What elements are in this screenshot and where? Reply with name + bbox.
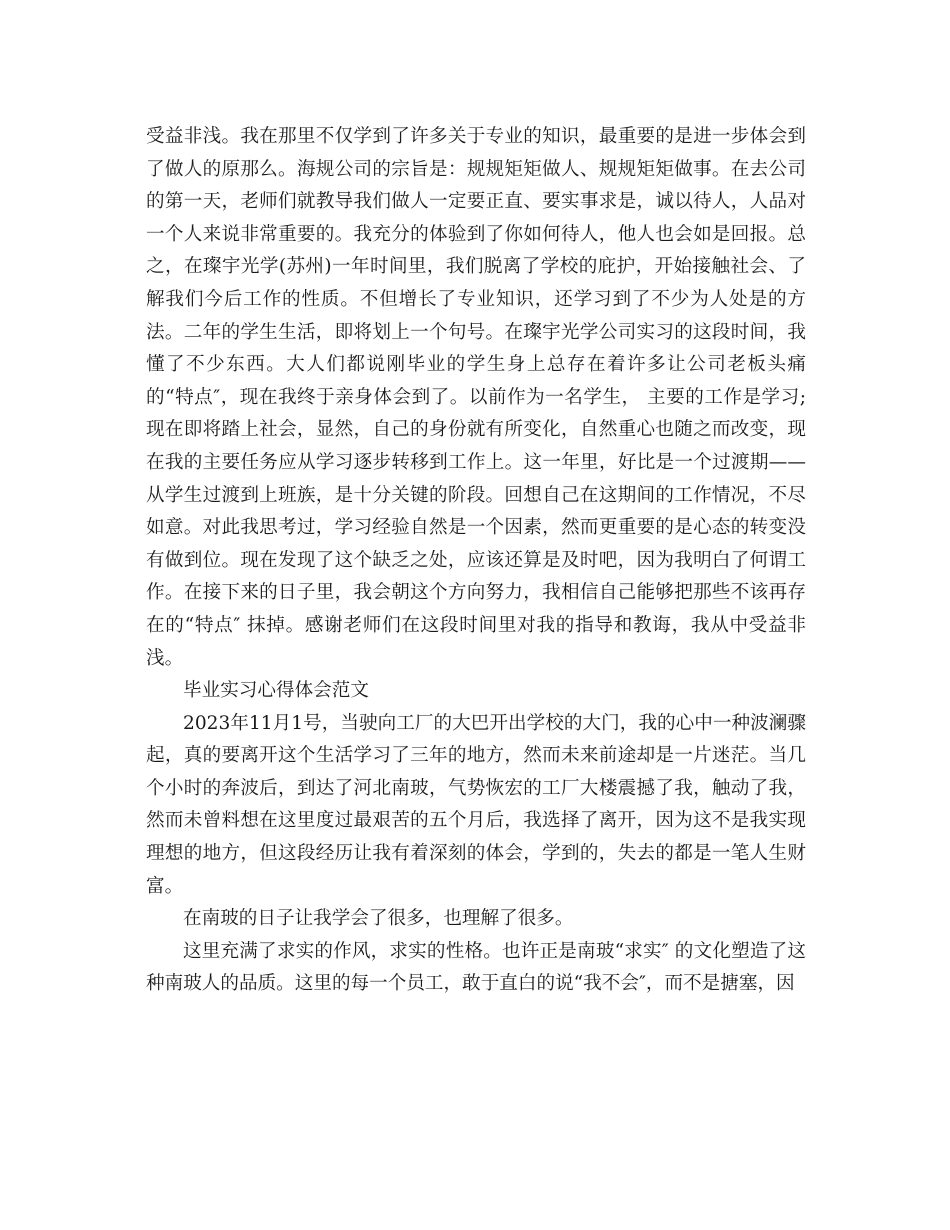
body-paragraph-4: 这里充满了求实的作风，求实的性格。也许正是南玻“求实″ 的文化塑造了这种南玻人的品质。这里的每一个员工，敢于直白的说“我不会″，而不是搪塞，因: [146, 940, 806, 995]
section-heading: 毕业实习心得体会范文: [183, 680, 369, 702]
body-paragraph-3: 在南玻的日子让我学会了很多，也理解了很多。: [183, 908, 574, 930]
body-paragraph-2: 2023年11月1号，当驶向工厂的大巴开出学校的大门，我的心中一种波澜骤起，真的要离开这个生活学习了三年的地方，然而未来前途却是一片迷茫。当几个小时的奔波后，到达了河北南玻，气势恢宏的工厂大楼震撼了我，触动了我，然而未曾料想在这里度过最艰苦的五个月后，我选择了离开，因为这不是我实现理想的地方，但这段经历让我有着深刻的体会，学到的，失去的都是一笔人生财富。: [146, 712, 806, 897]
document-page: [146, 121, 806, 1001]
body-paragraph-1: 受益非浅。我在那里不仅学到了许多关于专业的知识，最重要的是进一步体会到了做人的原那么。海规公司的宗旨是：规规矩矩做人、规规矩矩做事。在去公司的第一天，老师们就教导我们做人一定要正直、要实事求是，诚以待人，人品对一个人来说非常重要的。我充分的体验到了你如何待人，他人也会如是回报。总之，在璨宇光学(苏州)一年时间里，我们脱离了学校的庇护，开始接触社会、了解我们今后工作的性质。不但增长了专业知识，还学习到了不少为人处是的方法。二年的学生生活，即将划上一个句号。在璨宇光学公司实习的这段时间，我懂了不少东西。大人们都说刚毕业的学生身上总存在着许多让公司老板头痛的“特点″，现在我终于亲身体会到了。以前作为一名学生， 主要的工作是学习;现在即将踏上社会，显然，自己的身份就有所变化，自然重心也随之而改变，现在我的主要任务应从学习逐步转移到工作上。这一年里，好比是一个过渡期——从学生过渡到上班族，是十分关键的阶段。回想自己在这期间的工作情况，不尽如意。对此我思考过，学习经验自然是一个因素，然而更重要的是心态的转变没有做到位。现在发现了这个缺乏之处，应该还算是及时吧，因为我明白了何谓工作。在接下来的日子里，我会朝这个方向努力，我相信自己能够把那些不该再存在的“特点″ 抹掉。感谢老师们在这段时间里对我的指导和教诲，我从中受益非浅。: [146, 126, 806, 669]
